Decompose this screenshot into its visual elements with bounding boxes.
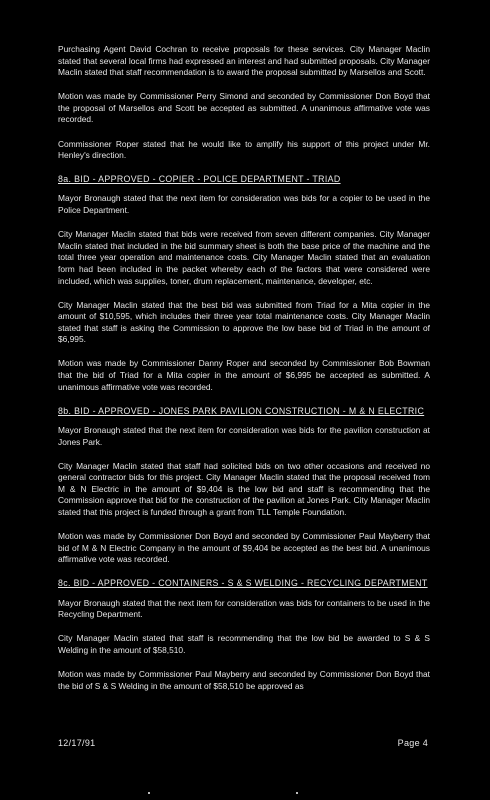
paragraph-8a-best-bid: City Manager Maclin stated that the best bid was submitted from Triad for a Mita copier in the amount of $10,595, which includes their three year total maintenance costs. City Manager Maclin stated that staff is asking the Commission to approve the low base bid of Triad in the amount of $6,995.	[58, 299, 430, 345]
paragraph-8a-bids-received: City Manager Maclin stated that bids were received from seven different companies. City Manager Maclin stated that included in the bid summary sheet is both the base price of the machine and the total three year operation and maintenance costs. City Manager Maclin stated that an evaluation form had been included in the packet whereby each of the factors that were considered were included, which was supplies, toner, drum replacement, maintenance, developer, etc.	[58, 229, 430, 286]
scan-artifact-dot	[296, 792, 298, 794]
heading-8a-copier-bid: 8a. BID - APPROVED - COPIER - POLICE DEPARTMENT - TRIAD	[58, 174, 341, 185]
paragraph-8c-intro: Mayor Bronaugh stated that the next item for consideration was bids for containers to be used in the Recycling Department.	[58, 597, 430, 620]
heading-8b-pavilion-bid: 8b. BID - APPROVED - JONES PARK PAVILION CONSTRUCTION - M & N ELECTRIC	[58, 405, 425, 416]
scan-artifact-dot	[148, 792, 150, 794]
paragraph-8c-staff-recommendation: City Manager Maclin stated that staff is recommending that the low bid be awarded to S & S Welding in the amount of $58,510.	[58, 633, 430, 655]
document-page	[58, 44, 430, 705]
footer-date: 12/17/91	[58, 738, 96, 748]
paragraph-8a-intro: Mayor Bronaugh stated that the next item for consideration was bids for a copier to be used in the Police Department.	[58, 193, 430, 216]
footer-page-number: Page 4	[397, 738, 428, 748]
paragraph-8a-motion: Motion was made by Commissioner Danny Roper and seconded by Commissioner Bob Bowman that the bid of Triad for a Mita copier in the amount of $6,995 be accepted as submitted. A unanimous affirmative vote was recorded.	[58, 358, 430, 392]
paragraph-motion-marsellos-scott: Motion was made by Commissioner Perry Simond and seconded by Commissioner Don Boyd that the proposal of Marsellos and Scott be accepted as submitted. A unanimous affirmative vote was recorded.	[58, 91, 430, 125]
paragraph-8b-staff-recommendation: City Manager Maclin stated that staff had solicited bids on two other occasions and received no general contractor bids for this project. City Manager Maclin stated that the proposal received from M & N Electric in the amount of $9,404 is the low bid and staff is recommending that the Commission approve that bid for the construction of the pavilion at Jones Park. City Manager Maclin stated that this project is funded through a grant from TLL Temple Foundation.	[58, 460, 430, 518]
paragraph-8b-motion: Motion was made by Commissioner Don Boyd and seconded by Commissioner Paul Mayberry that bid of M & N Electric Company in the amount of $9,404 be accepted as the best bid. A unanimous affirmative vote was recorded.	[58, 531, 430, 565]
heading-8c-containers-bid: 8c. BID - APPROVED - CONTAINERS - S & S WELDING - RECYCLING DEPARTMENT	[58, 578, 428, 589]
paragraph-8c-motion: Motion was made by Commissioner Paul Mayberry and seconded by Commissioner Don Boyd that the bid of S & S Welding in the amount of $58,510 be approved as	[58, 668, 430, 691]
paragraph-purchasing-agent: Purchasing Agent David Cochran to receive proposals for these services. City Manager Maclin stated that several local firms had expressed an interest and had submitted proposals. City Manager Maclin stated that staff recommendation is to award the proposal submitted by Marsellos and Scott.	[58, 44, 430, 78]
paragraph-8b-intro: Mayor Bronaugh stated that the next item for consideration was bids for the pavilion construction at Jones Park.	[58, 424, 430, 447]
paragraph-roper-support: Commissioner Roper stated that he would like to amplify his support of this project under Mr. Henley's direction.	[58, 138, 430, 161]
page-footer	[58, 738, 428, 748]
